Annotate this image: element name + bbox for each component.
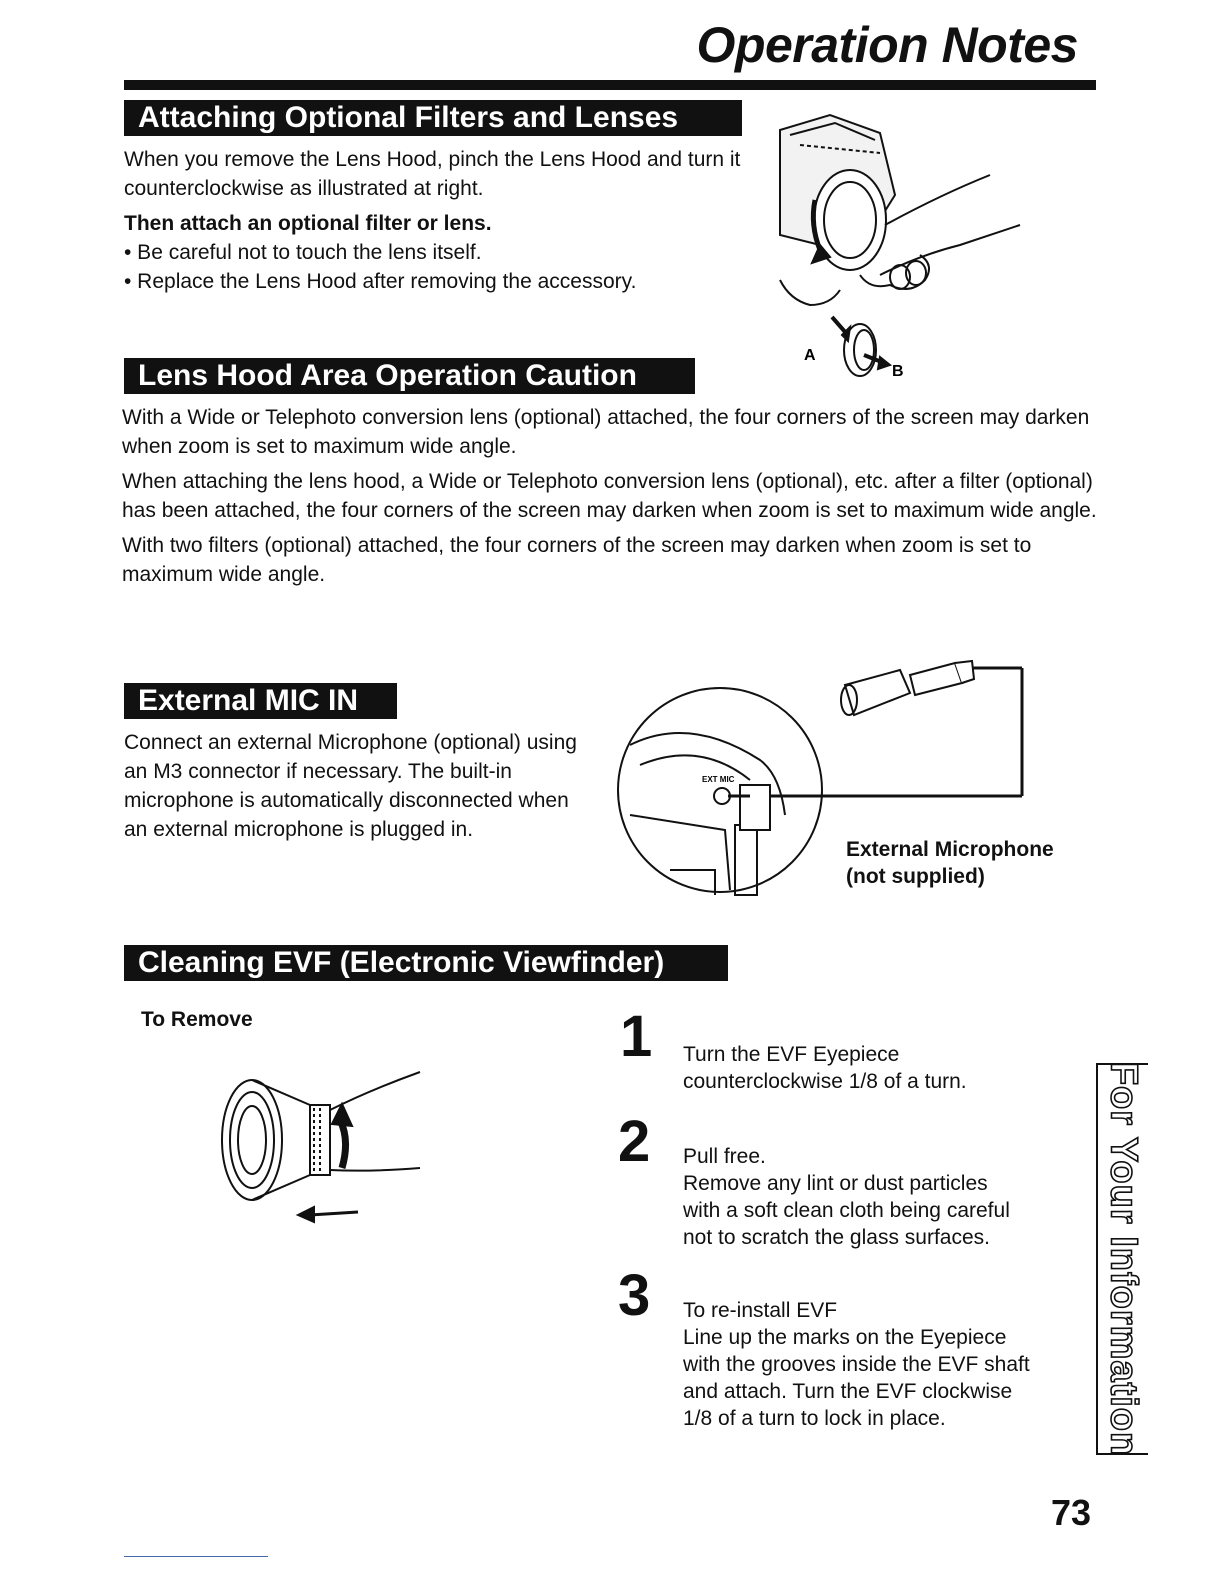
step-3-line-3: with the grooves inside the EVF shaft [683, 1353, 1030, 1376]
figure-label-b: B [892, 363, 904, 380]
step-3-text [683, 1297, 1030, 1432]
attaching-intro: When you remove the Lens Hood, pinch the Lens Hood and turn it counterclockwise as illustrated at right. [124, 148, 741, 200]
step-2-line-1: Pull free. [683, 1145, 766, 1168]
lens-hood-paragraph-3: With two filters (optional) attached, the four corners of the screen may darken when zoom is set to maximum wide angle. [122, 534, 1032, 586]
attaching-text [124, 145, 744, 296]
mic-text: Connect an external Microphone (optional) using an M3 connector if necessary. The built-in microphone is automatically disconnected when an external microphone is plugged in. [124, 731, 577, 841]
step-1-text [683, 1041, 967, 1095]
title-rule [124, 80, 1096, 90]
lens-hood-illustration [760, 105, 1080, 395]
step-number-1: 1 [620, 1004, 653, 1069]
side-tab [1096, 1063, 1148, 1455]
page-number: 73 [1050, 1492, 1091, 1533]
mic-caption-line-1: External Microphone [846, 838, 1054, 861]
side-tab-label: For Your Information [1102, 1061, 1145, 1457]
step-1-line-2: counterclockwise 1/8 of a turn. [683, 1070, 967, 1093]
attaching-bullet-1: • Be careful not to touch the lens itself. [124, 241, 482, 264]
step-2-line-4: not to scratch the glass surfaces. [683, 1226, 990, 1249]
step-number-3: 3 [618, 1263, 651, 1328]
step-3-line-4: and attach. Turn the EVF clockwise [683, 1380, 1013, 1403]
lens-hood-text [122, 403, 1100, 589]
step-2-line-2: Remove any lint or dust particles [683, 1172, 988, 1195]
ext-mic-jack-label: EXT MIC [702, 775, 735, 784]
step-number-2: 2 [618, 1109, 651, 1174]
attaching-bullet-2: • Replace the Lens Hood after removing the accessory. [124, 270, 637, 293]
attaching-bold-line: Then attach an optional filter or lens. [124, 212, 492, 235]
evf-heading: Cleaning EVF (Electronic Viewfinder) [124, 945, 728, 981]
lens-hood-heading: Lens Hood Area Operation Caution [124, 358, 695, 394]
page-title: Operation Notes [696, 17, 1078, 73]
mic-caption-line-2: (not supplied) [846, 865, 985, 888]
mic-caption [846, 836, 1054, 890]
lens-hood-paragraph-2: When attaching the lens hood, a Wide or Telephoto conversion lens (optional), etc. after a filter (optional) has been attached, the four corners of the screen may darken when zoom is set to maximum wide angle. [122, 470, 1097, 522]
mic-heading: External MIC IN [124, 683, 397, 719]
attaching-heading: Attaching Optional Filters and Lenses [124, 100, 742, 136]
to-remove-label: To Remove [141, 1008, 253, 1031]
footer-rule [124, 1556, 268, 1557]
figure-label-a: A [804, 347, 816, 364]
step-3-line-5: 1/8 of a turn to lock in place. [683, 1407, 946, 1430]
step-2-text [683, 1143, 1010, 1251]
evf-removal-illustration [210, 1060, 440, 1230]
step-3-line-1: To re-install EVF [683, 1299, 838, 1322]
step-2-line-3: with a soft clean cloth being careful [683, 1199, 1010, 1222]
lens-hood-paragraph-1: With a Wide or Telephoto conversion lens (optional) attached, the four corners of the screen may darken when zoom is set to maximum wide angle. [122, 406, 1090, 458]
step-3-line-2: Line up the marks on the Eyepiece [683, 1326, 1007, 1349]
step-1-line-1: Turn the EVF Eyepiece [683, 1043, 900, 1066]
